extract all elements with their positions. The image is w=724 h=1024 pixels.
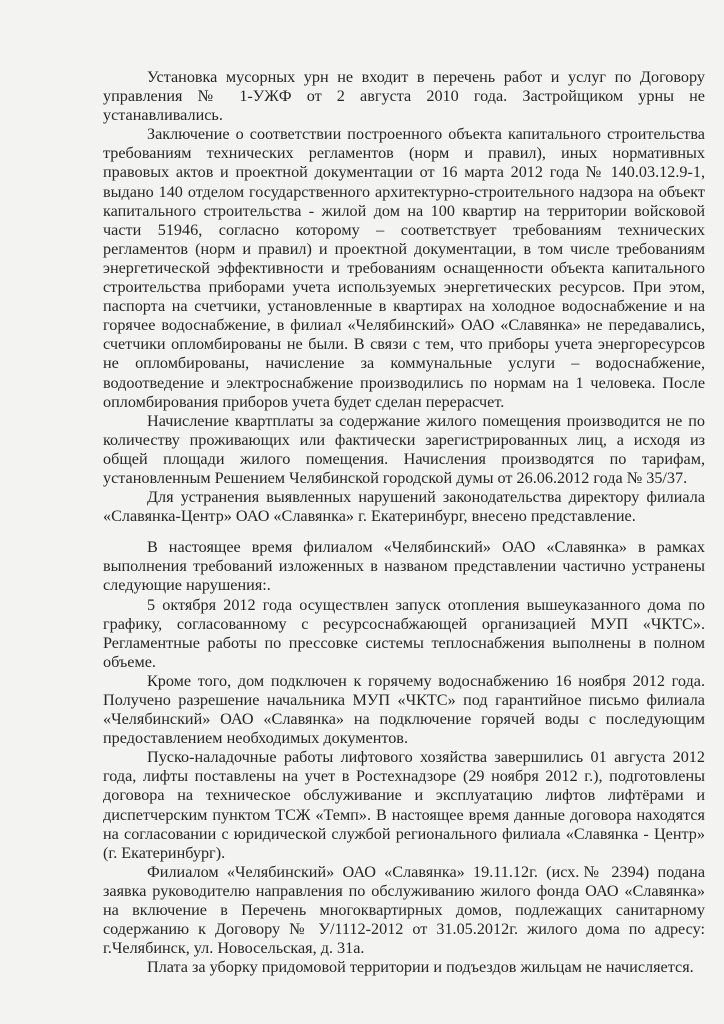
text-line: следующие нарушения:. [103, 576, 271, 595]
text-line: Кроме того, дом подключен к горячему водоснабжению 16 ноября 2012 года. [147, 671, 705, 690]
text-line: года, лифты поставлены на учет в Ростехнадзоре (29 ноября 2012 г.), подготовлены [103, 767, 705, 786]
text-line: на включение в Перечень многоквартирных домов, подлежащих санитарному [103, 901, 705, 920]
text-line: паспорта на счетчики, установленные в квартирах на холодное водоснабжение и на [103, 297, 705, 316]
text-line: выполнения требований изложенных в названом представлении частично устранены [103, 557, 705, 576]
paragraph [103, 672, 705, 748]
text-line: Регламентные работы по прессовке системы теплоснабжения выполнены в полном [103, 633, 705, 652]
paragraph [103, 596, 705, 672]
text-line: Для устранения выявленных нарушений законодательства директору филиала [147, 488, 705, 507]
text-line: «Челябинский» ОАО «Славянка» на подключение горячей воды с последующим [103, 710, 705, 729]
text-line: водоотведение и электроснабжение производились по нормам на 1 человека. После [103, 373, 705, 392]
paragraph [103, 538, 705, 595]
text-line: Пуско-наладочные работы лифтового хозяйства завершились 01 августа 2012 [147, 748, 705, 767]
text-line: энергетической эффективности и требованиям оснащенности объекта капитального [103, 258, 705, 277]
text-line: общей площади жилого помещения. Начисления производятся по тарифам, [103, 449, 705, 468]
text-line: устанавливались. [103, 106, 223, 125]
text-line: требованиям технических регламентов (норм и правил), иных нормативных [103, 144, 705, 163]
text-line: (г. Екатеринбург). [103, 843, 226, 862]
text-line: установленным Решением Челябинской городской думы от 26.06.2012 года № 35/37. [103, 468, 688, 487]
text-line: Заключение о соответствии построенного объекта капитального строительства [147, 125, 705, 144]
paragraph [103, 125, 705, 411]
text-line: Плата за уборку придомовой территории и подъездов жильцам не начисляется. [147, 958, 694, 977]
text-line: заявка руководителю направления по обслуживанию жилого фонда ОАО «Славянка» [103, 881, 705, 900]
text-line: договора на техническое обслуживание и эксплуатацию лифтов лифтёрами и [103, 786, 705, 805]
paragraph [103, 958, 705, 977]
text-line: на согласовании с юридической службой регионального филиала «Славянка - Центр» [103, 824, 705, 843]
text-line: горячее водоснабжение, в филиал «Челябинский» ОАО «Славянка» не передавались, [103, 316, 705, 335]
text-line: предоставлением необходимых документов. [103, 729, 408, 748]
paragraph [103, 748, 705, 863]
text-line: объеме. [103, 652, 156, 671]
text-line: опломбирования приборов учета будет сделан перерасчет. [103, 392, 505, 411]
text-line: Начисление квартплаты за содержание жилого помещения производится не по [147, 411, 705, 430]
paragraph [103, 68, 705, 125]
text-line: капитального строительства - жилой дом на 100 квартир на территории войсковой [103, 201, 705, 220]
paragraph [103, 863, 705, 958]
text-line: строительства приборами учета используемых энергетических ресурсов. При этом, [103, 278, 705, 297]
text-line: содержанию к Договору № У/1112-2012 от 31.05.2012г. жилого дома по адресу: [103, 920, 705, 939]
text-line: количеству проживающих или фактически зарегистрированных лиц, а исходя из [103, 430, 705, 449]
text-line: графику, согласованному с ресурсоснабжающей организацией МУП «ЧКТС». [103, 614, 705, 633]
text-line: 5 октября 2012 года осуществлен запуск отопления вышеуказанного дома по [147, 595, 705, 614]
text-line: «Славянка-Центр» ОАО «Славянка» г. Екатеринбург, внесено представление. [103, 507, 636, 526]
text-line: управления № 1-УЖФ от 2 августа 2010 года. Застройщиком урны не [103, 87, 705, 106]
text-line: Установка мусорных урн не входит в перечень работ и услуг по Договору [147, 68, 705, 86]
text-line: части 51946, согласно которому – соответствует требованиям технических [103, 220, 705, 239]
text-line: регламентов (норм и правил) и проектной документации, в том числе требованиям [103, 239, 705, 258]
text-line: счетчики опломбированы не были. В связи с тем, что приборы учета энергоресурсов [103, 335, 705, 354]
text-line: выдано 140 отделом государственного архитектурно-строительного надзора на объект [103, 182, 705, 201]
text-line: Филиалом «Челябинский» ОАО «Славянка» 19.11.12г. (исх.№ 2394) подана [147, 862, 705, 881]
text-line: Получено разрешение начальника МУП «ЧКТС» под гарантийное письмо филиала [103, 691, 705, 709]
text-line: не опломбированы, начисление за коммунальные услуги – водоснабжение, [103, 354, 705, 373]
document-body [103, 68, 705, 977]
text-line: В настоящее время филиалом «Челябинский» ОАО «Славянка» в рамках [147, 538, 705, 557]
text-line: г.Челябинск, ул. Новосельская, д. 31а. [103, 939, 365, 958]
paragraph [103, 488, 705, 526]
text-line: правовых актов и проектной документации от 16 марта 2012 года № 140.03.12.9-1, [103, 163, 705, 182]
paragraph [103, 412, 705, 488]
text-line: диспетчерским пунктом ТСЖ «Темп». В настоящее время данные договора находятся [103, 805, 705, 824]
paragraph-spacer [103, 526, 705, 538]
